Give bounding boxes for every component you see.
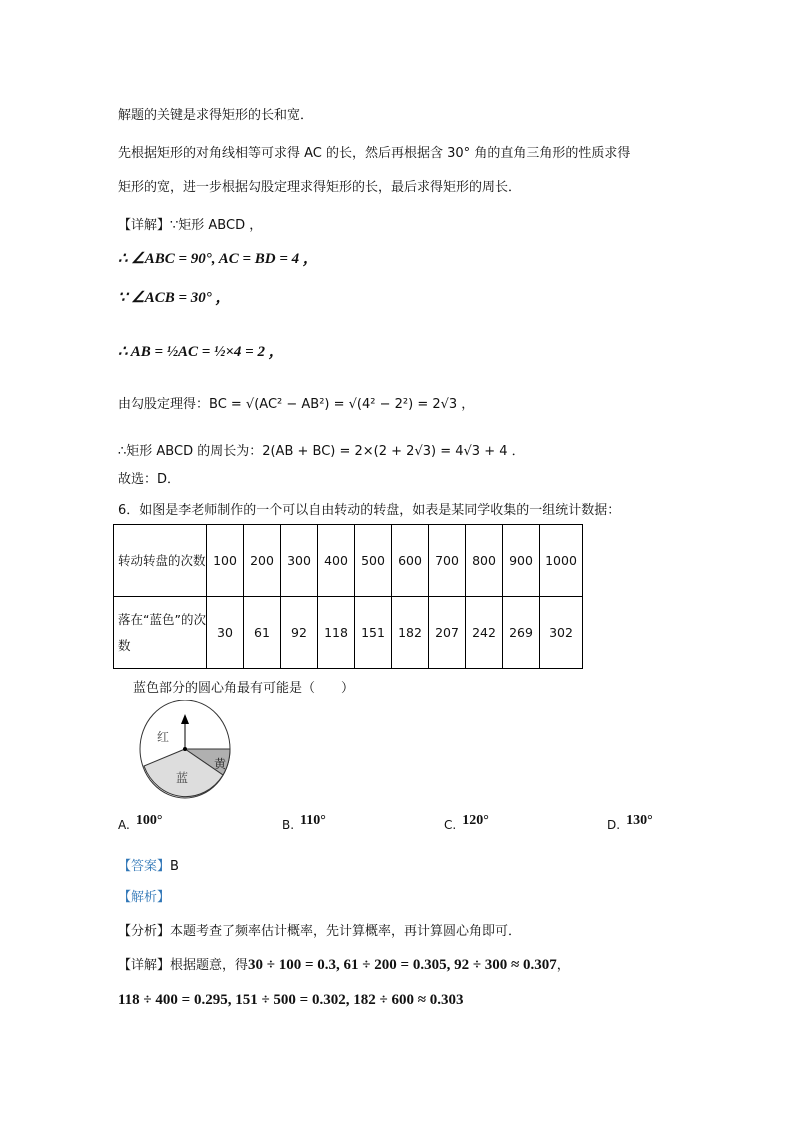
detail-line: 【详解】根据题意，得30 ÷ 100 = 0.3, 61 ÷ 200 = 0.305, 92 ÷ 300 ≈ 0.307， <box>118 957 570 973</box>
table-cell: 1000 <box>540 525 583 597</box>
text-line: 矩形的宽，进一步根据勾股定理求得矩形的长，最后求得矩形的周长． <box>118 180 522 195</box>
table-cell: 269 <box>503 597 540 669</box>
table-cell: 92 <box>281 597 318 669</box>
table-cell: 151 <box>355 597 392 669</box>
question-6: 6．如图是李老师制作的一个可以自由转动的转盘，如表是某同学收集的一组统计数据： <box>118 503 621 518</box>
text-line: 先根据矩形的对角线相等可求得 AC 的长，然后再根据含 30° 角的直角三角形的性质求得 <box>118 146 631 161</box>
text-line: 【详解】∵矩形 ABCD ， <box>118 218 263 233</box>
option-b[interactable]: B. 110° <box>282 813 326 832</box>
red-label: 红 <box>157 730 170 744</box>
table-cell: 207 <box>429 597 466 669</box>
yellow-label: 黄 <box>214 757 227 771</box>
option-d[interactable]: D. 130° <box>607 813 653 832</box>
option-a[interactable]: A. 100° <box>118 813 163 832</box>
blue-label: 蓝 <box>176 771 189 785</box>
math-line: ∴ ∠ABC = 90°, AC = BD = 4 ， <box>118 251 318 267</box>
question-prompt: 蓝色部分的圆心角最有可能是（ ） <box>133 681 355 696</box>
table-cell: 500 <box>355 525 392 597</box>
analysis-label: 【解析】 <box>118 890 171 905</box>
table-cell: 600 <box>392 525 429 597</box>
math-line: ∴ AB = ½AC = ½×4 = 2 ， <box>118 344 284 360</box>
table-cell: 900 <box>503 525 540 597</box>
table-cell: 800 <box>466 525 503 597</box>
spinner-figure <box>130 700 240 800</box>
table-header: 落在“蓝色”的次数 <box>114 597 207 669</box>
math-line: ∴矩形 ABCD 的周长为：2(AB + BC) = 2×(2 + 2√3) = 4√3 + 4 ． <box>118 444 525 459</box>
detail-math-line: 118 ÷ 400 = 0.295, 151 ÷ 500 = 0.302, 182 ÷ 600 ≈ 0.303 <box>118 992 464 1008</box>
table-cell: 242 <box>466 597 503 669</box>
answer: 【答案】B <box>118 859 179 874</box>
table-cell: 700 <box>429 525 466 597</box>
table-row <box>114 525 583 597</box>
table-cell: 118 <box>318 597 355 669</box>
text-line: 故选：D． <box>118 472 181 487</box>
table-cell: 100 <box>207 525 244 597</box>
table-cell: 182 <box>392 597 429 669</box>
table-cell: 61 <box>244 597 281 669</box>
table-cell: 400 <box>318 525 355 597</box>
math-line: ∵ ∠ACB = 30° ， <box>118 290 231 306</box>
table-cell: 200 <box>244 525 281 597</box>
table-cell: 30 <box>207 597 244 669</box>
option-c[interactable]: C. 120° <box>444 813 489 832</box>
table-cell: 302 <box>540 597 583 669</box>
table-row <box>114 597 583 669</box>
fenxi-line: 【分析】本题考查了频率估计概率，先计算概率，再计算圆心角即可． <box>118 924 522 939</box>
table-header: 转动转盘的次数 <box>114 525 207 597</box>
text-line: 解题的关键是求得矩形的长和宽． <box>118 108 314 123</box>
stats-table <box>113 524 583 669</box>
math-line: 由勾股定理得：BC = √(AC² − AB²) = √(4² − 2²) = 2√3 ， <box>118 397 475 412</box>
table-cell: 300 <box>281 525 318 597</box>
